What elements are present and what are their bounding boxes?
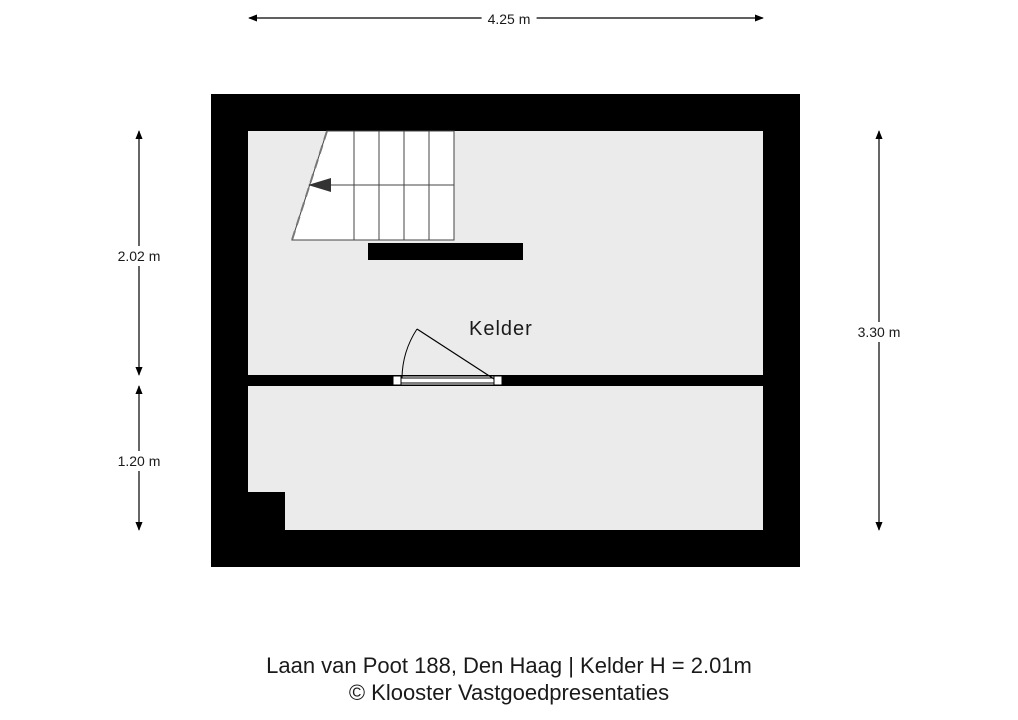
stair-wall [368,243,523,260]
dimension-label-total-height: 3.30 m [857,324,901,340]
floor-lower [248,386,763,530]
dimension-label-upper-height: 2.02 m [117,248,161,264]
room-label-kelder: Kelder [469,318,533,340]
partition-wall [248,375,763,386]
caption-copyright: © Klooster Vastgoedpresentaties [348,680,670,705]
caption-address: Laan van Poot 188, Den Haag | Kelder H = 2.01m [266,653,752,678]
corner-column [248,492,285,530]
dimension-label-width: 4.25 m [482,11,537,27]
dimension-label-lower-height: 1.20 m [117,453,161,469]
